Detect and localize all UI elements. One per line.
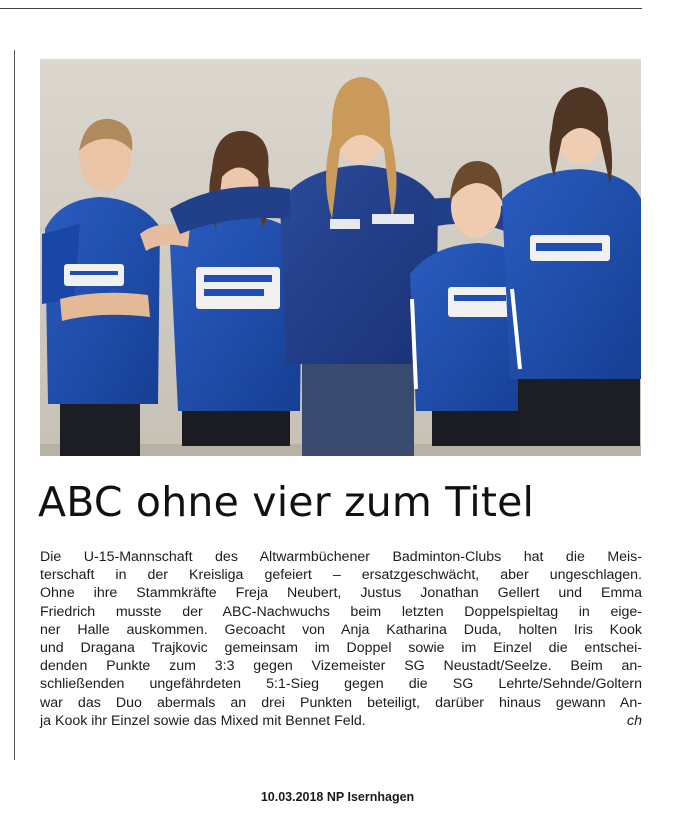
team-photo [40,59,641,456]
author-initials: ch [627,712,642,729]
article-body-line: ner Halle auskommen. Gecoacht von Anja Katharina Duda, holten Iris Kook [40,621,642,638]
article-body-line: denden Punkte zum 3:3 gegen Vizemeister SG Neustadt/Seelze. Beim an- [40,658,642,675]
team-photo-illustration [40,59,641,456]
article-body-line: ja Kook ihr Einzel sowie das Mixed mit Bennet Feld. [40,712,366,729]
column-rule [14,50,15,760]
article-body-line: Ohne ihre Stammkräfte Freja Neubert, Justus Jonathan Gellert und Emma [40,585,642,602]
article-body [40,548,642,730]
article-body-line: schließenden ungefährdeten 5:1-Sieg gegen die SG Lehrte/Sehnde/Goltern [40,676,642,693]
article-body-last-line [40,712,642,730]
article-headline: ABC ohne vier zum Titel [38,478,535,526]
article-body-line: Friedrich musste der ABC-Nachwuchs beim letzten Doppelspieltag in eige- [40,603,642,620]
article-body-line: und Dragana Trajkovic gemeinsam im Doppel sowie im Einzel die entschei- [40,640,642,657]
top-rule [0,8,642,9]
article-body-line: Die U-15-Mannschaft des Altwarmbüchener Badminton-Clubs hat die Meis- [40,549,642,565]
article-body-line: war das Duo abermals an drei Punkten beteiligt, darüber hinaus gewann An- [40,694,642,711]
article-body-line: terschaft in der Kreisliga gefeiert – ersatzgeschwächt, aber ungeschlagen. [40,567,642,584]
source-footer: 10.03.2018 NP Isernhagen [260,790,415,804]
